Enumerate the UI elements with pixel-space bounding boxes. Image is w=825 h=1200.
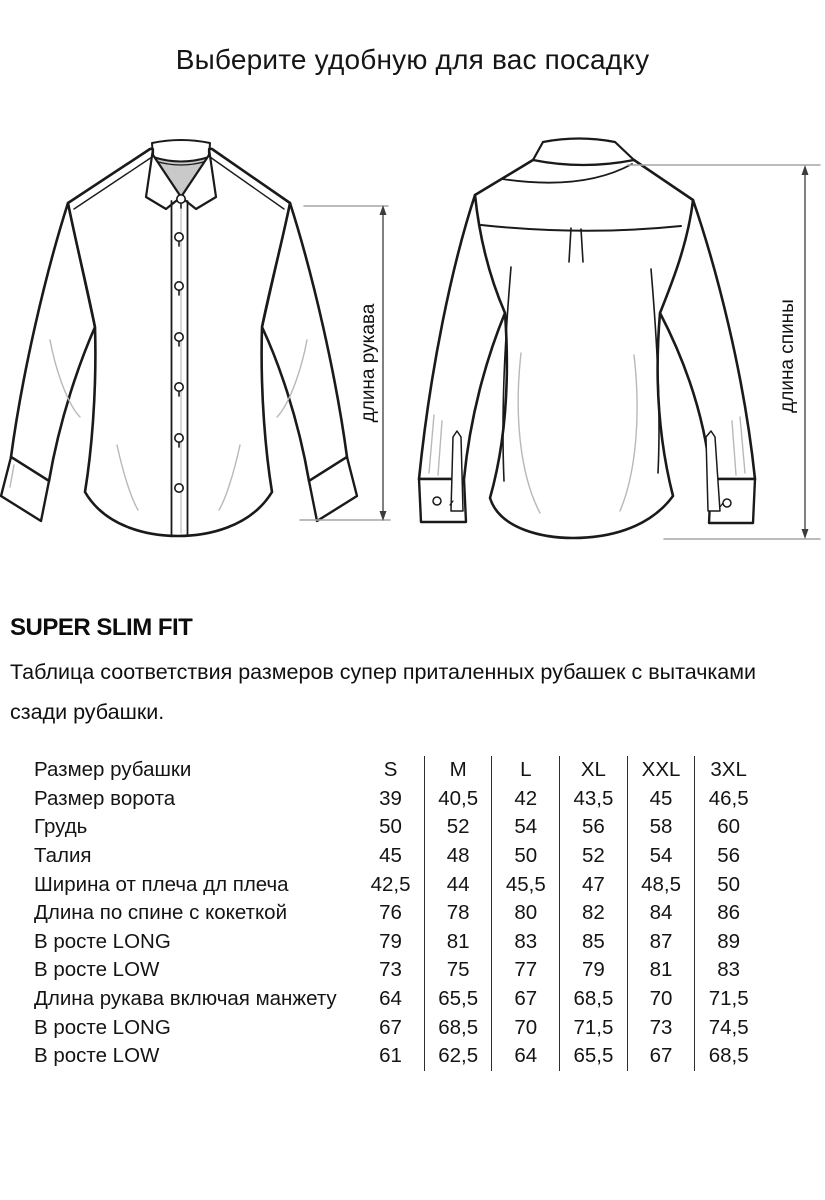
page-title: Выберите удобную для вас посадку (175, 44, 650, 75)
size-value: 50 (694, 870, 762, 899)
row-label: Грудь (34, 815, 88, 839)
row-label: Ширина от плеча дл плеча (34, 872, 289, 896)
table-row (34, 870, 762, 899)
row-label: Размер ворота (34, 786, 176, 810)
size-value: 89 (694, 928, 762, 957)
back-length-label: длина спины (777, 299, 798, 413)
size-value: 74,5 (694, 1013, 762, 1042)
size-value: 65,5 (424, 985, 492, 1014)
row-label: Талия (34, 844, 92, 868)
row-label: В росте LONG (34, 1015, 171, 1039)
size-value: 61 (379, 1044, 402, 1068)
size-value: 77 (491, 956, 559, 985)
size-value: 67 (491, 985, 559, 1014)
size-value: 79 (379, 929, 402, 953)
back-shirt-drawing (419, 139, 755, 539)
size-value: 47 (559, 870, 627, 899)
table-row (34, 1042, 762, 1071)
size-value: 52 (424, 813, 492, 842)
fit-description-line: сзади рубашки. (10, 700, 165, 724)
size-value: 70 (627, 985, 695, 1014)
size-value: 64 (491, 1042, 559, 1071)
table-row (34, 785, 762, 814)
size-value: 82 (559, 899, 627, 928)
size-value: 43,5 (559, 785, 627, 814)
size-value: 73 (379, 958, 402, 982)
size-value: 71,5 (694, 985, 762, 1014)
size-value: M (424, 756, 492, 785)
size-value: 64 (379, 987, 402, 1011)
size-value: 60 (694, 813, 762, 842)
size-value: 58 (627, 813, 695, 842)
size-value: 67 (627, 1042, 695, 1071)
table-header-row (34, 756, 762, 785)
size-value: 54 (627, 842, 695, 871)
size-value: 73 (627, 1013, 695, 1042)
row-label: В росте LOW (34, 1044, 160, 1068)
size-value: 39 (379, 786, 402, 810)
size-value: 42 (491, 785, 559, 814)
size-value: 71,5 (559, 1013, 627, 1042)
size-value: 45,5 (491, 870, 559, 899)
fit-description-line: Таблица соответствия размеров супер приталенных рубашек с вытачками (10, 660, 757, 684)
size-value: 40,5 (424, 785, 492, 814)
size-value: 54 (491, 813, 559, 842)
size-table (34, 756, 762, 1071)
table-row (34, 813, 762, 842)
size-value: S (383, 758, 398, 782)
size-value: 45 (627, 785, 695, 814)
size-value: 68,5 (559, 985, 627, 1014)
table-row (34, 956, 762, 985)
sleeve-length-label: длина рукава (358, 303, 379, 423)
row-label: Размер рубашки (34, 758, 192, 782)
front-shirt-drawing (1, 140, 357, 536)
size-value: 46,5 (694, 785, 762, 814)
size-value: 65,5 (559, 1042, 627, 1071)
table-row (34, 842, 762, 871)
table-row (34, 1013, 762, 1042)
row-label: Длина рукава включая манжету (34, 987, 337, 1011)
table-row (34, 985, 762, 1014)
size-value: 78 (424, 899, 492, 928)
shirts-illustration (0, 115, 825, 585)
size-value: 68,5 (694, 1042, 762, 1071)
size-value: 56 (694, 842, 762, 871)
size-value: 48 (424, 842, 492, 871)
size-value: 86 (694, 899, 762, 928)
size-value: 67 (379, 1015, 402, 1039)
size-value: 50 (491, 842, 559, 871)
row-label: В росте LONG (34, 929, 171, 953)
size-value: 84 (627, 899, 695, 928)
size-value: 81 (424, 928, 492, 957)
fit-description (10, 652, 815, 732)
size-value: 42,5 (370, 872, 411, 896)
row-label: Длина по спине с кокеткой (34, 901, 288, 925)
size-value: 83 (491, 928, 559, 957)
size-value: 44 (424, 870, 492, 899)
size-value: 75 (424, 956, 492, 985)
size-value: XL (559, 756, 627, 785)
size-value: 45 (379, 844, 402, 868)
table-row (34, 899, 762, 928)
size-value: XXL (627, 756, 695, 785)
size-value: 70 (491, 1013, 559, 1042)
size-value: 56 (559, 813, 627, 842)
size-value: 48,5 (627, 870, 695, 899)
size-value: 85 (559, 928, 627, 957)
size-value: 80 (491, 899, 559, 928)
size-value: 68,5 (424, 1013, 492, 1042)
size-value: 3XL (694, 756, 762, 785)
size-value: 79 (559, 956, 627, 985)
size-value: 50 (379, 815, 402, 839)
size-value: 52 (559, 842, 627, 871)
size-value: L (491, 756, 559, 785)
size-value: 62,5 (424, 1042, 492, 1071)
table-row (34, 928, 762, 957)
size-value: 87 (627, 928, 695, 957)
fit-name-heading: SUPER SLIM FIT (10, 614, 193, 641)
row-label: В росте LOW (34, 958, 160, 982)
size-value: 81 (627, 956, 695, 985)
size-value: 76 (379, 901, 402, 925)
size-value: 83 (694, 956, 762, 985)
